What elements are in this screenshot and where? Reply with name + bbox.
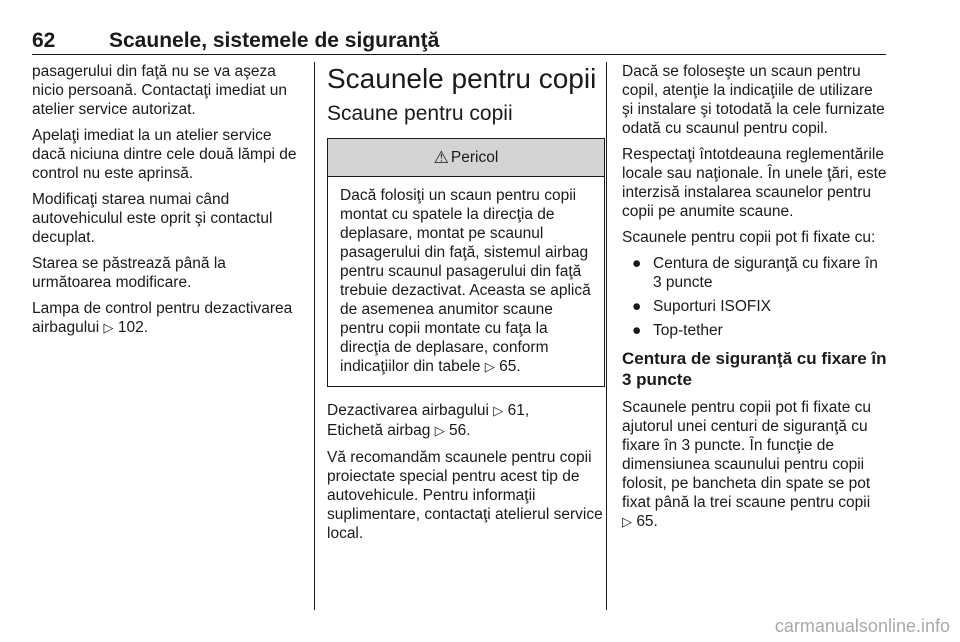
page-reference[interactable]: 56. [449,422,471,439]
page-reference[interactable]: 65. [636,513,658,530]
reference-text: Etichetă airbag [327,422,431,439]
page-reference[interactable]: 102. [117,319,149,336]
list-item-text: Centura de siguranţă cu fixare în 3 puncte [653,255,878,291]
paragraph-text: Lampa de control pentru dezactivarea airbagului [32,300,293,336]
warning-text [328,177,604,386]
bullet-icon: ● [632,298,642,315]
bullet-list [622,254,888,340]
list-item [622,254,888,292]
paragraph: Vă recomandăm scaunele pentru copii proiectate special pentru acest tip de autovehicule. Pentru informaţii suplimentare, contactaţi atelierul service local. [327,449,603,542]
column-divider [314,62,315,610]
bullet-icon: ● [632,255,642,272]
page-reference-arrow-icon: ▷ [493,404,504,419]
watermark: carmanualsonline.info [774,616,950,636]
paragraph: Starea se păstrează până la următoarea modificare. [32,255,226,291]
column-right [622,62,888,539]
list-item [622,321,888,340]
paragraph-text: Scaunele pentru copii pot fi fixate cu ajutorul unei centuri de siguranţă cu fixare în 3 puncte. În funcţie de dimensiunea scaunului pentru copii folosit, pe bancheta din spate se pot fixat până la trei scaune pentru copii [622,399,872,511]
paragraph: Respectaţi întotdeauna reglementările locale sau naţionale. În unele ţări, este interzisă instalarea scaunelor pentru copii pe anumite scaune. [622,146,887,220]
warning-body: Dacă folosiţi un scaun pentru copii montat cu spatele la direcţia de deplasare, montat pe scaunul pasagerului din faţă, sistemul airbag pentru scaunul pasagerului din faţă trebuie dezactivat. Aceasta se aplică de asemenea anumitor scaune pentru copii montate cu faţa la direcţia de deplasare, conform indicaţiilor din tabele [340,187,591,375]
section-heading: Scaunele pentru copii [327,63,597,94]
subsection-heading: Centura de siguranţă cu fixare în 3 puncte [622,349,887,389]
page-reference[interactable]: 65. [499,358,521,375]
column-middle [327,62,607,550]
list-item-text: Top-tether [653,322,723,339]
list-item-text: Suporturi ISOFIX [653,298,772,315]
paragraph: Modificaţi starea numai când autovehiculul este oprit şi contactul decuplat. [32,191,273,246]
page-reference-arrow-icon: ▷ [484,360,495,375]
page-reference[interactable]: 61, [507,402,530,419]
paragraph: Scaunele pentru copii pot fi fixate cu: [622,229,876,246]
paragraph: pasagerului din faţă nu se va aşeza nicio persoană. Contactaţi imediat un atelier service autorizat. [32,63,288,118]
paragraph-with-reference [32,299,304,338]
page-reference-arrow-icon: ▷ [103,321,114,336]
page-header [32,30,886,55]
page-reference-arrow-icon: ▷ [622,515,632,530]
column-left [32,62,304,345]
reference-text: Dezactivarea airbagului [327,402,489,419]
bullet-icon: ● [632,322,642,339]
page-number: 62 [32,29,56,52]
paragraph: Dacă se foloseşte un scaun pentru copil, atenţie la indicaţiile de utilizare şi instalare şi totodată la cele furnizate odată cu scaunul pentru copil. [622,63,885,137]
warning-header [328,139,604,177]
page-reference-arrow-icon: ▷ [434,424,445,439]
subsection-heading: Scaune pentru copii [327,102,513,125]
warning-label: Pericol [450,149,499,166]
paragraph-with-reference [622,398,888,532]
list-item [622,297,888,316]
column-divider [606,62,607,610]
danger-warning-box [327,138,605,387]
chapter-title: Scaunele, sistemele de siguranţă [109,29,440,52]
cross-reference [327,401,607,441]
warning-triangle-icon: ⚠ [433,148,449,167]
paragraph: Apelaţi imediat la un atelier service dacă niciuna dintre cele două lămpi de control nu este aprinsă. [32,127,297,182]
